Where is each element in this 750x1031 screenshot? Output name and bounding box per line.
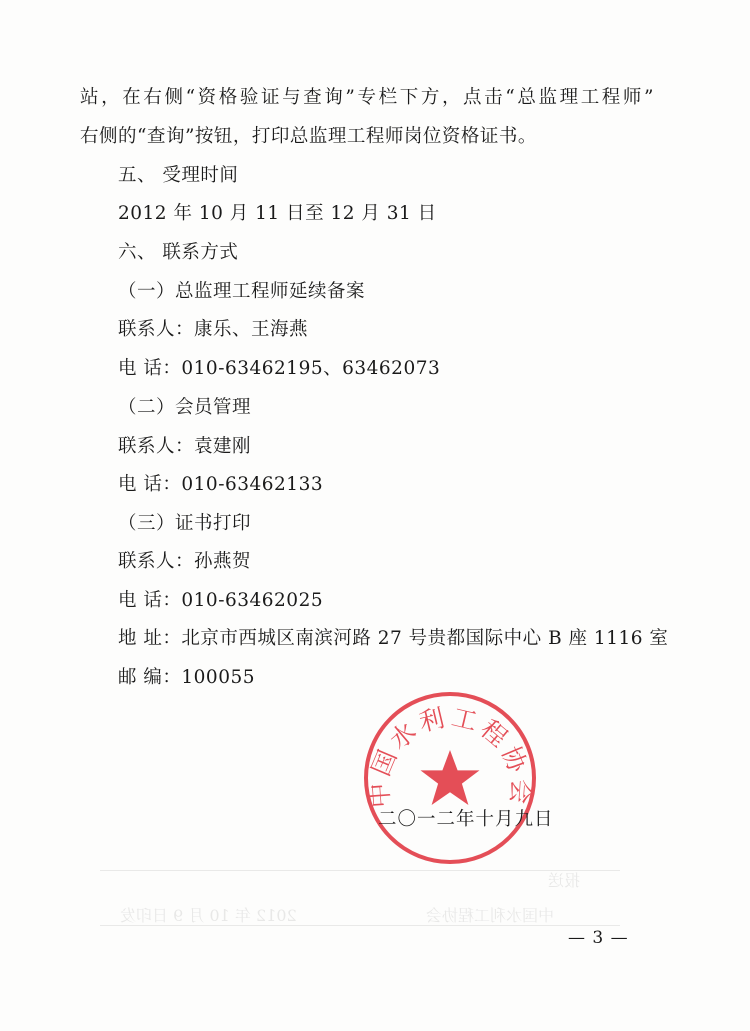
document-date: 二〇一二年十月九日 (378, 809, 554, 830)
official-seal (360, 688, 540, 868)
contact-person-1: 联系人：康乐、王海燕 (118, 319, 309, 340)
subsection-heading-2: （二）会员管理 (118, 397, 252, 418)
contact-phone-1: 电 话：010-63462195、63462073 (118, 358, 441, 379)
bleed-through-text: 2012 年 10 月 9 日印发 (120, 906, 297, 925)
bleed-through-text: 中国水利工程协会 (426, 906, 555, 925)
address-line: 地 址：北京市西城区南滨河路 27 号贵都国际中心 B 座 1116 室 (118, 628, 669, 649)
subsection-heading-1: （一）总监理工程师延续备案 (118, 281, 366, 302)
contact-phone-2: 电 话：010-63462133 (118, 474, 324, 495)
bleed-through-text: 报送 (548, 871, 581, 890)
contact-person-3: 联系人：孙燕贺 (118, 551, 252, 572)
contact-phone-3: 电 话：010-63462025 (118, 590, 324, 611)
contact-person-2: 联系人：袁建刚 (118, 436, 252, 457)
page-number: — 3 — (568, 928, 629, 948)
body-line-1: 站，在右侧“资格验证与查询”专栏下方，点击“总监理工程师” (80, 87, 654, 108)
postal-code-line: 邮 编：100055 (118, 667, 256, 688)
section-heading-time: 五、 受理时间 (118, 165, 239, 186)
section-heading-contact: 六、 联系方式 (118, 242, 239, 263)
bleed-through-rule (100, 870, 620, 871)
seal-text: 中国水利工程协会 (364, 702, 536, 809)
acceptance-period: 2012 年 10 月 11 日至 12 月 31 日 (118, 203, 437, 224)
star-icon (421, 750, 480, 805)
subsection-heading-3: （三）证书打印 (118, 513, 252, 534)
body-line-2: 右侧的“查询”按钮，打印总监理工程师岗位资格证书。 (80, 126, 537, 147)
